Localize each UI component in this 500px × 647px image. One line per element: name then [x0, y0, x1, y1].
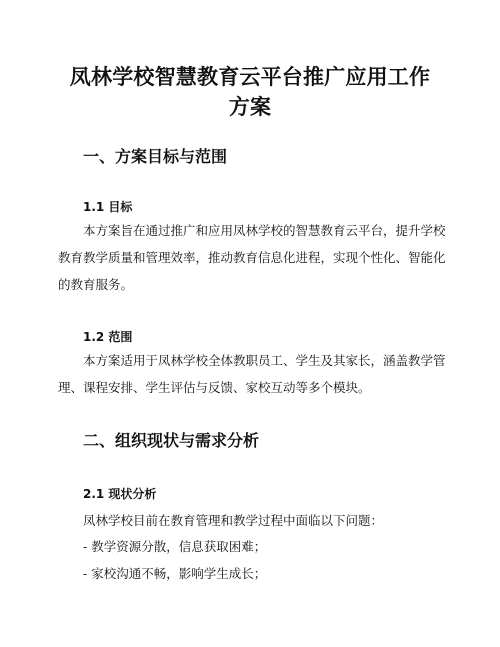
list-item: - 家校沟通不畅，影响学生成长；: [83, 566, 267, 581]
subsection-heading-status-analysis: 2.1 现状分析: [83, 487, 157, 501]
document-title: 凤林学校智慧教育云平台推广应用工作方案: [69, 65, 431, 119]
paragraph-scope: 本方案适用于凤林学校全体教职员工、学生及其家长，涵盖教学管理、课程安排、学生评估与反馈、家校互动等多个模块。: [58, 353, 446, 395]
paragraph-status-analysis: 凤林学校目前在教育管理和教学过程中面临以下问题：: [83, 513, 384, 528]
subsection-heading-goal: 1.1 目标: [83, 200, 133, 214]
list-item: - 教学资源分散，信息获取困难；: [83, 539, 267, 554]
section-heading-goals-scope: 一、方案目标与范围: [83, 147, 228, 166]
section-heading-status-needs: 二、组织现状与需求分析: [83, 431, 260, 450]
paragraph-goal: 本方案旨在通过推广和应用凤林学校的智慧教育云平台，提升学校教育教学质量和管理效率，推动教育信息化进程，实现个性化、智能化的教育服务。: [58, 223, 446, 292]
subsection-heading-scope: 1.2 范围: [83, 330, 133, 344]
